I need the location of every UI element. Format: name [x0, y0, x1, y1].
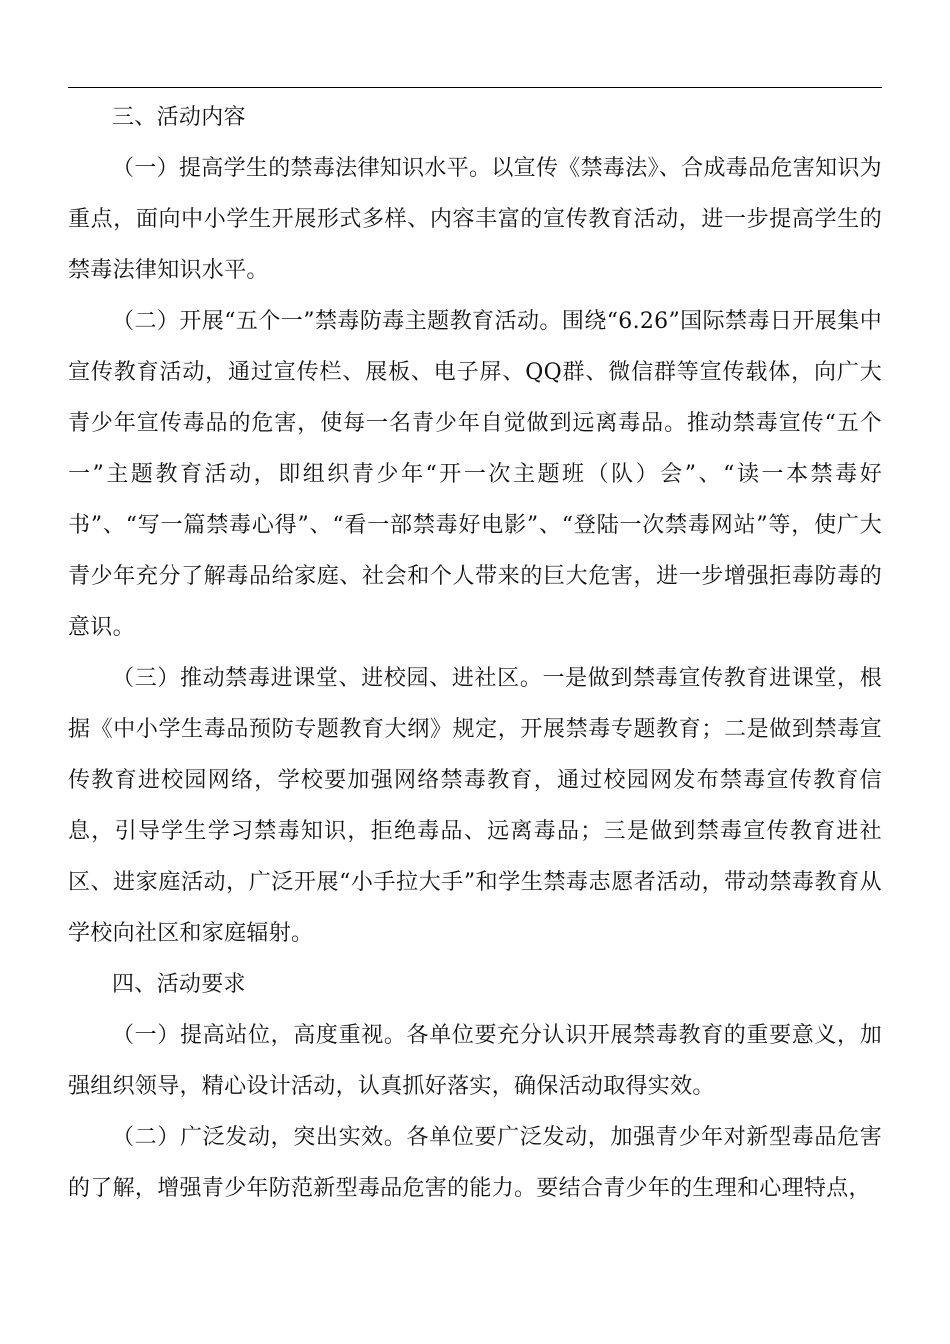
- document-body: [68, 92, 882, 1214]
- paragraph-item-1: （一）提高学生的禁毒法律知识水平。以宣传《禁毒法》、合成毒品危害知识为重点，面向中小学生开展形式多样、内容丰富的宣传教育活动，进一步提高学生的禁毒法律知识水平。: [68, 156, 882, 283]
- section-heading-activity-requirements: 四、活动要求: [112, 972, 246, 997]
- paragraph-requirement-2: （二）广泛发动，突出实效。各单位要广泛发动，加强青少年对新型毒品危害的了解，增强青少年防范新型毒品危害的能力。要结合青少年的生理和心理特点，: [68, 1125, 882, 1201]
- header-rule: [68, 87, 882, 88]
- paragraph-item-2: （二）开展“五个一”禁毒防毒主题教育活动。围绕“6.26”国际禁毒日开展集中宣传教育活动，通过宣传栏、展板、电子屏、QQ群、微信群等宣传载体，向广大青少年宣传毒品的危害，使每一名青少年自觉做到远离毒品。推动禁毒宣传“五个一”主题教育活动，即组织青少年“开一次主题班（队）会”、“读一本禁毒好书”、“写一篇禁毒心得”、“看一部禁毒好电影”、“登陆一次禁毒网站”等，使广大青少年充分了解毒品给家庭、社会和个人带来的巨大危害，进一步增强拒毒防毒的意识。: [68, 309, 882, 640]
- paragraph-requirement-1: （一）提高站位，高度重视。各单位要充分认识开展禁毒教育的重要意义，加强组织领导，精心设计活动，认真抓好落实，确保活动取得实效。: [68, 1023, 882, 1099]
- section-heading-activity-content: 三、活动内容: [112, 105, 246, 130]
- paragraph-item-3: （三）推动禁毒进课堂、进校园、进社区。一是做到禁毒宣传教育进课堂，根据《中小学生毒品预防专题教育大纲》规定，开展禁毒专题教育；二是做到禁毒宣传教育进校园网络，学校要加强网络禁毒教育，通过校园网发布禁毒宣传教育信息，引导学生学习禁毒知识，拒绝毒品、远离毒品；三是做到禁毒宣传教育进社区、进家庭活动，广泛开展“小手拉大手”和学生禁毒志愿者活动，带动禁毒教育从学校向社区和家庭辐射。: [68, 666, 882, 946]
